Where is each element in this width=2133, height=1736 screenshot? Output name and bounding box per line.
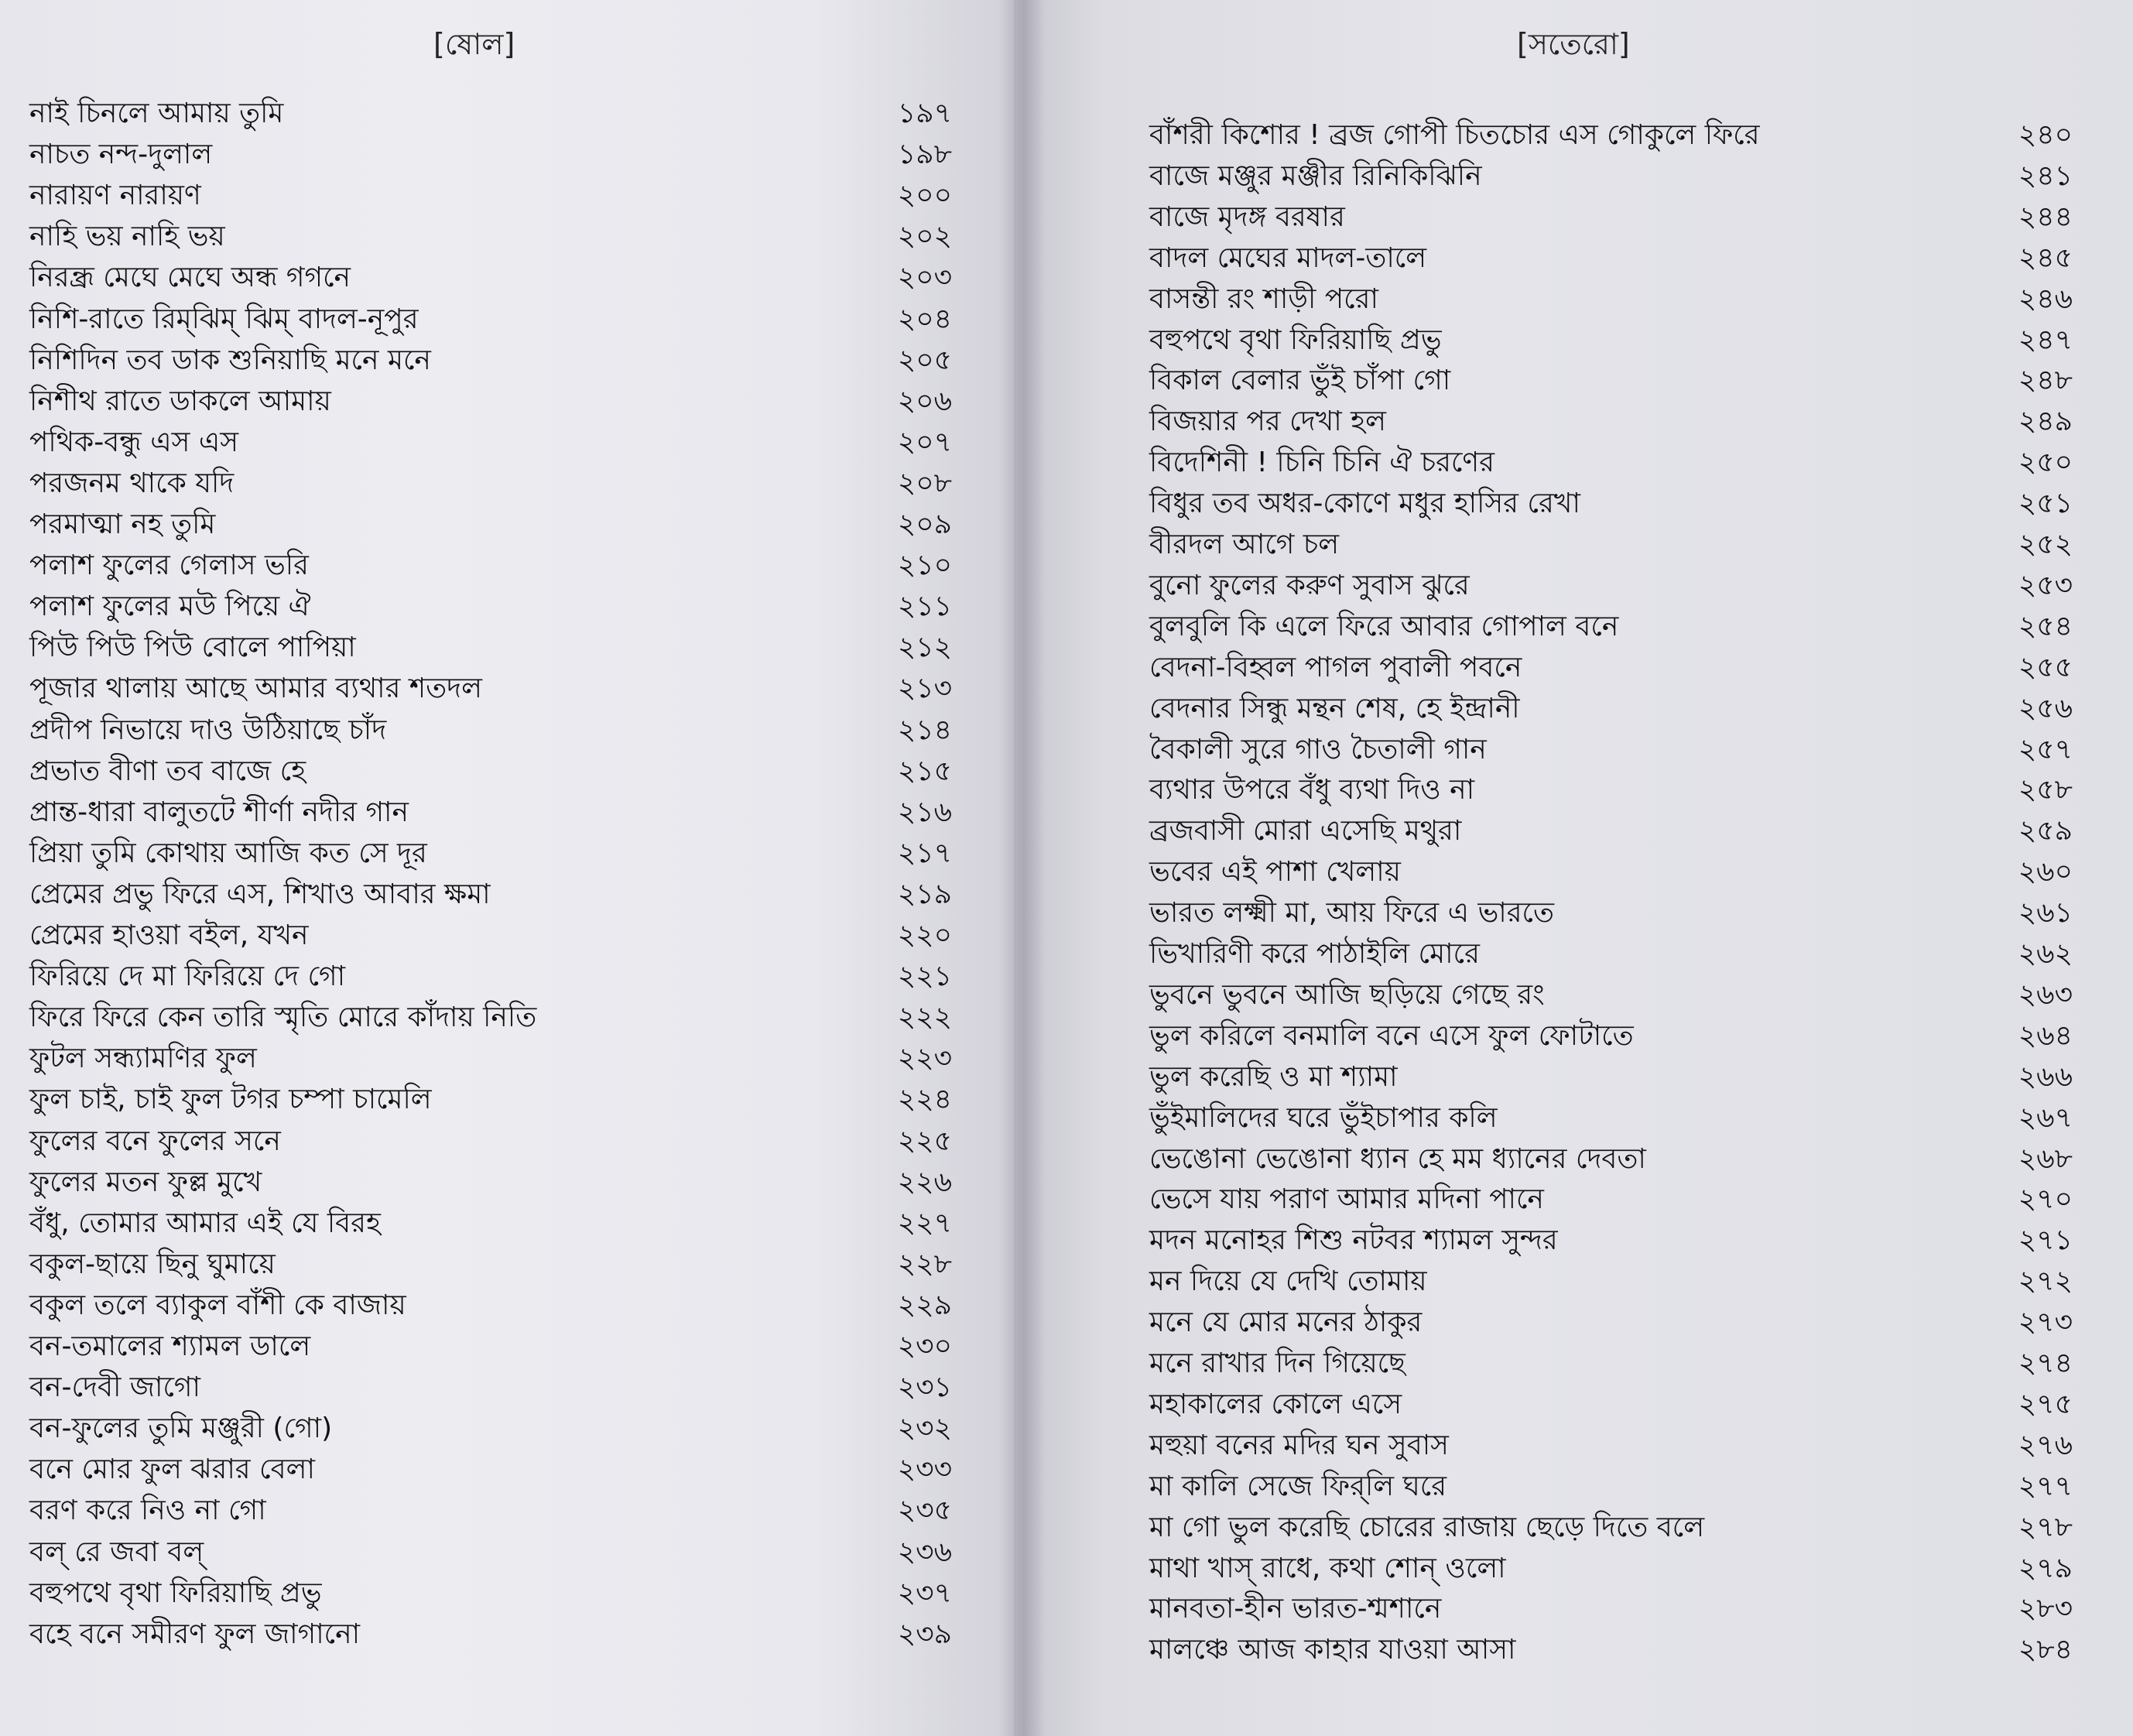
page-number: ২১২ — [897, 632, 952, 664]
page-number: ২২৬ — [897, 1166, 952, 1198]
page-number: ২৫১ — [2018, 488, 2073, 520]
page-number: ২০৬ — [897, 385, 952, 417]
index-entry — [0, 1121, 1014, 1162]
index-entry — [0, 1614, 1014, 1656]
page-number: ২৭৩ — [2018, 1306, 2073, 1339]
page-number: ২১৯ — [897, 878, 952, 910]
index-entry — [1014, 483, 2133, 525]
page-number: ২৪৬ — [2018, 282, 2073, 315]
index-entry — [0, 874, 1014, 916]
index-entry — [1014, 1629, 2133, 1671]
index-entry — [1014, 1097, 2133, 1139]
index-entry — [0, 1203, 1014, 1245]
page-number: ১৯৭ — [897, 98, 952, 129]
song-title: মহুয়া বনের মদির ঘন সুবাস — [1149, 1429, 1449, 1461]
song-title: বাসন্তী রং শাড়ী পরো — [1149, 282, 1378, 315]
song-title: প্রেমের প্রভু ফিরে এস, শিখাও আবার ক্ষমা — [29, 878, 491, 910]
page-number: ২৫৪ — [2018, 610, 2073, 642]
index-entry — [0, 134, 1014, 176]
index-entry — [0, 668, 1014, 710]
page-number: ২৪০ — [2018, 119, 2073, 151]
index-entry — [0, 340, 1014, 382]
index-entry — [0, 1449, 1014, 1491]
index-entry — [1014, 647, 2133, 689]
page-number: ২৭৯ — [2018, 1552, 2073, 1584]
page-number: ২৮৩ — [2018, 1593, 2073, 1625]
page-number: ২৩৬ — [897, 1536, 952, 1568]
page-number: ২৭১ — [2018, 1224, 2073, 1257]
index-entry — [0, 93, 1014, 135]
song-title: নাচত নন্দ-দুলাল — [29, 139, 213, 171]
index-entry — [1014, 1220, 2133, 1262]
page-number: ২১৪ — [897, 714, 952, 746]
page-number: ২৪৯ — [2018, 406, 2073, 438]
page-number: ২৬২ — [2018, 938, 2073, 970]
page-number: ২২৩ — [897, 1043, 952, 1075]
page-number: ২০৭ — [897, 426, 952, 458]
song-title: ফুলের মতন ফুল্ল মুখে — [29, 1166, 262, 1198]
index-entry — [1014, 1261, 2133, 1303]
page-number: ২৬৭ — [2018, 1101, 2073, 1134]
song-title: ভুঁইমালিদের ঘরে ভুঁইচাপার কলি — [1149, 1101, 1498, 1134]
song-title: ভিখারিণী করে পাঠাইলি মোরে — [1149, 938, 1480, 970]
index-entry — [0, 1532, 1014, 1573]
page-number: ২৭৫ — [2018, 1388, 2073, 1420]
page-number: ২২১ — [897, 960, 952, 993]
page-number: ২৬০ — [2018, 856, 2073, 889]
index-entry — [1014, 1302, 2133, 1344]
song-title: ফুলের বনে ফুলের সনে — [29, 1125, 281, 1157]
book-gutter-shadow — [998, 0, 1045, 1736]
index-entry — [1014, 401, 2133, 443]
index-entry — [0, 792, 1014, 834]
page-number: ২৪৭ — [2018, 324, 2073, 356]
song-title: পরমাত্মা নহ তুমি — [29, 508, 216, 540]
page-number: ২৫৬ — [2018, 692, 2073, 724]
song-title: ব্রজবাসী মোরা এসেছি মথুরা — [1149, 815, 1462, 847]
song-title: নিশি-রাতে রিম্‌ঝিম্‌ ঝিম্‌ বাদল-নূপুর — [29, 303, 419, 335]
page-number: ২৫৩ — [2018, 569, 2073, 601]
song-title: বেদনা-বিহ্বল পাগল পুবালী পবনে — [1149, 651, 1522, 683]
index-entry — [1014, 1548, 2133, 1590]
song-title: ব্যথার উপরে বঁধু ব্যথা দিও না — [1149, 774, 1475, 806]
song-title: প্রদীপ নিভায়ে দাও উঠিয়াছে চাঁদ — [29, 714, 387, 746]
song-title: পলাশ ফুলের মউ পিয়ে ঐ — [29, 591, 311, 623]
index-entry — [0, 586, 1014, 628]
index-entry — [0, 915, 1014, 957]
page-number: ২৩২ — [897, 1412, 952, 1445]
page-number: ২৬৬ — [2018, 1060, 2073, 1093]
index-entry — [0, 216, 1014, 258]
song-title: মা গো ভুল করেছি চোরের রাজায় ছেড়ে দিতে বলে — [1149, 1511, 1705, 1543]
song-title: বুনো ফুলের করুণ সুবাস ঝুরে — [1149, 569, 1470, 601]
index-entry — [0, 1573, 1014, 1614]
page-number: ২১৫ — [897, 755, 952, 787]
index-entry — [1014, 810, 2133, 852]
index-entry — [1014, 1425, 2133, 1467]
right-page — [1014, 0, 2133, 1736]
page-number: ২০৮ — [897, 467, 952, 499]
index-entry — [1014, 851, 2133, 893]
page-number: ২০৯ — [897, 508, 952, 540]
index-entry — [0, 257, 1014, 299]
index-entry — [1014, 156, 2133, 197]
song-title: পিউ পিউ পিউ বোলে পাপিয়া — [29, 632, 356, 664]
page-number: ২২৫ — [897, 1125, 952, 1157]
page-number: ২৫৭ — [2018, 733, 2073, 765]
index-entry — [1014, 1179, 2133, 1221]
page-number: ২০৪ — [897, 303, 952, 335]
index-entry — [0, 299, 1014, 341]
index-entry — [0, 1326, 1014, 1368]
page-number: ২১৭ — [897, 837, 952, 869]
page-number: ২০২ — [897, 221, 952, 253]
song-title: পরজনম থাকে যদি — [29, 467, 235, 499]
song-title: বরণ করে নিও না গো — [29, 1495, 266, 1527]
song-title: পথিক-বন্ধু এস এস — [29, 426, 238, 458]
song-title: বকুল-ছায়ে ছিনু ঘুমায়ে — [29, 1248, 276, 1280]
left-page-header: [ষোল] — [433, 27, 515, 61]
index-entry — [1014, 320, 2133, 361]
index-entry — [1014, 115, 2133, 156]
page-number: ২৩১ — [897, 1371, 952, 1404]
index-entry — [1014, 279, 2133, 320]
index-entry — [1014, 1343, 2133, 1385]
index-entry — [1014, 1507, 2133, 1549]
song-title: বহুপথে বৃথা ফিরিয়াছি প্রভু — [1149, 324, 1442, 356]
index-entry — [0, 956, 1014, 998]
song-title: ভুল করিলে বনমালি বনে এসে ফুল ফোটাতে — [1149, 1019, 1634, 1052]
song-title: বেদনার সিন্ধু মন্থন শেষ, হে ইন্দ্রানী — [1149, 692, 1520, 724]
song-title: বিদেশিনী ! চিনি চিনি ঐ চরণের — [1149, 447, 1494, 479]
song-title: ফুল চাই, চাই ফুল টগর চম্পা চামেলি — [29, 1084, 432, 1116]
song-title: মহাকালের কোলে এসে — [1149, 1388, 1402, 1420]
page-number: ২৫২ — [2018, 529, 2073, 560]
page-number: ২৩০ — [897, 1330, 952, 1362]
page-number: ২৬৩ — [2018, 978, 2073, 1011]
index-entry — [1014, 688, 2133, 730]
index-entry — [0, 175, 1014, 217]
index-entry — [0, 833, 1014, 875]
song-title: ফিরে ফিরে কেন তারি স্মৃতি মোরে কাঁদায় নিতি — [29, 1002, 537, 1034]
song-title: বীরদল আগে চল — [1149, 529, 1340, 560]
index-entry — [0, 1408, 1014, 1450]
page-number: ২৭০ — [2018, 1183, 2073, 1216]
page-number: ২৩৫ — [897, 1495, 952, 1527]
page-number: ২২০ — [897, 919, 952, 951]
song-title: বঁধু, তোমার আমার এই যে বিরহ — [29, 1207, 381, 1239]
song-title: বাঁশরী কিশোর ! ব্রজ গোপী চিতচোর এস গোকুলে ফিরে — [1149, 119, 1760, 151]
song-title: বহে বনে সমীরণ ফুল জাগানো — [29, 1618, 361, 1650]
song-title: বনে মোর ফুল ঝরার বেলা — [29, 1454, 315, 1486]
song-title: বল্‌ রে জবা বল্‌ — [29, 1536, 204, 1568]
song-title: বহুপথে বৃথা ফিরিয়াছি প্রভু — [29, 1577, 322, 1609]
index-entry — [0, 1162, 1014, 1204]
song-title: মনে রাখার দিন গিয়েছে — [1149, 1347, 1405, 1379]
right-page-header: [সতেরো] — [1517, 27, 1630, 61]
index-entry — [1014, 933, 2133, 975]
index-entry — [1014, 606, 2133, 648]
page-number: ২৫৮ — [2018, 774, 2073, 806]
page-number: ২৪৪ — [2018, 200, 2073, 233]
index-entry — [0, 1244, 1014, 1286]
song-title: বিজয়ার পর দেখা হল — [1149, 406, 1386, 438]
index-entry — [0, 422, 1014, 464]
page-number: ২০৩ — [897, 262, 952, 294]
song-title: বাদল মেঘের মাদল-তালে — [1149, 241, 1427, 274]
page-number: ২৪৮ — [2018, 365, 2073, 397]
index-entry — [1014, 769, 2133, 811]
page-number: ২৬১ — [2018, 897, 2073, 930]
index-entry — [1014, 892, 2133, 934]
song-title: প্রান্ত-ধারা বালুতটে শীর্ণা নদীর গান — [29, 796, 409, 828]
index-entry — [0, 463, 1014, 505]
song-title: মনে যে মোর মনের ঠাকুর — [1149, 1306, 1423, 1339]
page-number: ২৮৪ — [2018, 1634, 2073, 1666]
song-title: নাই চিনলে আমায় তুমি — [29, 98, 284, 129]
page-number: ২০০ — [897, 180, 952, 212]
song-title: পূজার থালায় আছে আমার ব্যথার শতদল — [29, 673, 482, 705]
page-number: ২২৭ — [897, 1207, 952, 1239]
page-number: ২৫০ — [2018, 447, 2073, 479]
index-entry — [1014, 524, 2133, 566]
index-entry — [0, 1038, 1014, 1080]
index-entry — [1014, 1056, 2133, 1098]
song-title: প্রেমের হাওয়া বইল, যখন — [29, 919, 309, 951]
song-title: নাহি ভয় নাহি ভয় — [29, 221, 225, 253]
song-title: ভারত লক্ষ্মী মা, আয় ফিরে এ ভারতে — [1149, 897, 1555, 930]
page-number: ২৩৯ — [897, 1618, 952, 1650]
index-entry — [0, 627, 1014, 669]
song-title: নিশীথ রাতে ডাকলে আমায় — [29, 385, 331, 417]
index-entry — [1014, 360, 2133, 402]
song-title: নিরন্ধ্র মেঘে মেঘে অন্ধ গগনে — [29, 262, 351, 294]
index-entry — [1014, 974, 2133, 1016]
page-number: ২৪৫ — [2018, 241, 2073, 274]
song-title: বৈকালী সুরে গাও চৈতালী গান — [1149, 733, 1487, 765]
page-number: ২২৯ — [897, 1289, 952, 1321]
song-title: ফিরিয়ে দে মা ফিরিয়ে দে গো — [29, 960, 346, 993]
song-title: ভেসে যায় পরাণ আমার মদিনা পানে — [1149, 1183, 1544, 1216]
page-number: ২৭৭ — [2018, 1470, 2073, 1502]
song-title: মদন মনোহর শিশু নটবর শ্যামল সুন্দর — [1149, 1224, 1558, 1257]
index-entry — [1014, 565, 2133, 607]
page-number: ২৫৯ — [2018, 815, 2073, 847]
page-number: ২১৩ — [897, 673, 952, 705]
page-number: ২১১ — [897, 591, 952, 623]
index-entry — [0, 710, 1014, 752]
song-title: মাথা খাস্‌ রাধে, কথা শোন্‌ ওলো — [1149, 1552, 1506, 1584]
song-title: ভবের এই পাশা খেলায় — [1149, 856, 1401, 889]
song-title: বন-ফুলের তুমি মঞ্জুরী (গো) — [29, 1412, 333, 1445]
index-entry — [0, 381, 1014, 423]
index-entry — [1014, 729, 2133, 771]
page-number: ২২৮ — [897, 1248, 952, 1280]
index-entry — [1014, 442, 2133, 484]
song-title: নারায়ণ নারায়ণ — [29, 180, 201, 212]
song-title: মন দিয়ে যে দেখি তোমায় — [1149, 1265, 1427, 1298]
song-title: মালঞ্চে আজ কাহার যাওয়া আসা — [1149, 1634, 1516, 1666]
page-number: ২৬৪ — [2018, 1019, 2073, 1052]
song-title: বাজে মঞ্জুর মঞ্জীর রিনিকিঝিনি — [1149, 159, 1482, 192]
index-entry — [0, 751, 1014, 793]
index-entry — [1014, 1139, 2133, 1180]
song-title: ফুটল সন্ধ্যামণির ফুল — [29, 1043, 257, 1075]
song-title: প্রিয়া তুমি কোথায় আজি কত সে দূর — [29, 837, 427, 869]
page-number: ২৫৫ — [2018, 651, 2073, 683]
song-title: ভুবনে ভুবনে আজি ছড়িয়ে গেছে রং — [1149, 978, 1545, 1011]
song-title: মানবতা-হীন ভারত-শ্মশানে — [1149, 1593, 1442, 1625]
page-number: ২০৫ — [897, 344, 952, 376]
page-number: ২৭৮ — [2018, 1511, 2073, 1543]
index-entry — [0, 1285, 1014, 1327]
page-number: ১৯৮ — [897, 139, 952, 171]
index-entry — [0, 997, 1014, 1039]
song-title: নিশিদিন তব ডাক শুনিয়াছি মনে মনে — [29, 344, 431, 376]
song-title: প্রভাত বীণা তব বাজে হে — [29, 755, 306, 787]
page-number: ২১০ — [897, 550, 952, 582]
page-number: ২৭৬ — [2018, 1429, 2073, 1461]
song-title: বুলবুলি কি এলে ফিরে আবার গোপাল বনে — [1149, 610, 1619, 642]
song-title: বিধুর তব অধর-কোণে মধুর হাসির রেখা — [1149, 488, 1580, 520]
page-number: ২৪১ — [2018, 159, 2073, 192]
page-number: ২৭৪ — [2018, 1347, 2073, 1379]
page-number: ২১৬ — [897, 796, 952, 828]
index-entry — [1014, 238, 2133, 279]
index-entry — [0, 1490, 1014, 1532]
song-title: বাজে মৃদঙ্গ বরষার — [1149, 200, 1345, 233]
index-entry — [1014, 1466, 2133, 1508]
song-title: বন-তমালের শ্যামল ডালে — [29, 1330, 311, 1362]
index-entry — [0, 1367, 1014, 1409]
page-number: ২৭২ — [2018, 1265, 2073, 1298]
left-page — [0, 0, 1014, 1736]
index-entry — [1014, 1015, 2133, 1057]
page-number: ২২২ — [897, 1002, 952, 1034]
page-number: ২২৪ — [897, 1084, 952, 1116]
song-title: বকুল তলে ব্যাকুল বাঁশী কে বাজায় — [29, 1289, 406, 1321]
song-title: ভুল করেছি ও মা শ্যামা — [1149, 1060, 1398, 1093]
index-entry — [0, 1079, 1014, 1121]
page-number: ২৩৭ — [897, 1577, 952, 1609]
index-entry — [1014, 1588, 2133, 1630]
song-title: ভেঙোনা ভেঙোনা ধ্যান হে মম ধ্যানের দেবতা — [1149, 1142, 1646, 1175]
song-title: পলাশ ফুলের গেলাস ভরি — [29, 550, 309, 582]
index-entry — [1014, 1384, 2133, 1426]
page-number: ২৩৩ — [897, 1454, 952, 1486]
index-entry — [1014, 197, 2133, 238]
index-entry — [0, 504, 1014, 546]
song-title: বিকাল বেলার ভুঁই চাঁপা গো — [1149, 365, 1451, 397]
page-number: ২৬৮ — [2018, 1142, 2073, 1175]
song-title: মা কালি সেজে ফির্‌লি ঘরে — [1149, 1470, 1447, 1502]
song-title: বন-দেবী জাগো — [29, 1371, 200, 1404]
index-entry — [0, 545, 1014, 587]
